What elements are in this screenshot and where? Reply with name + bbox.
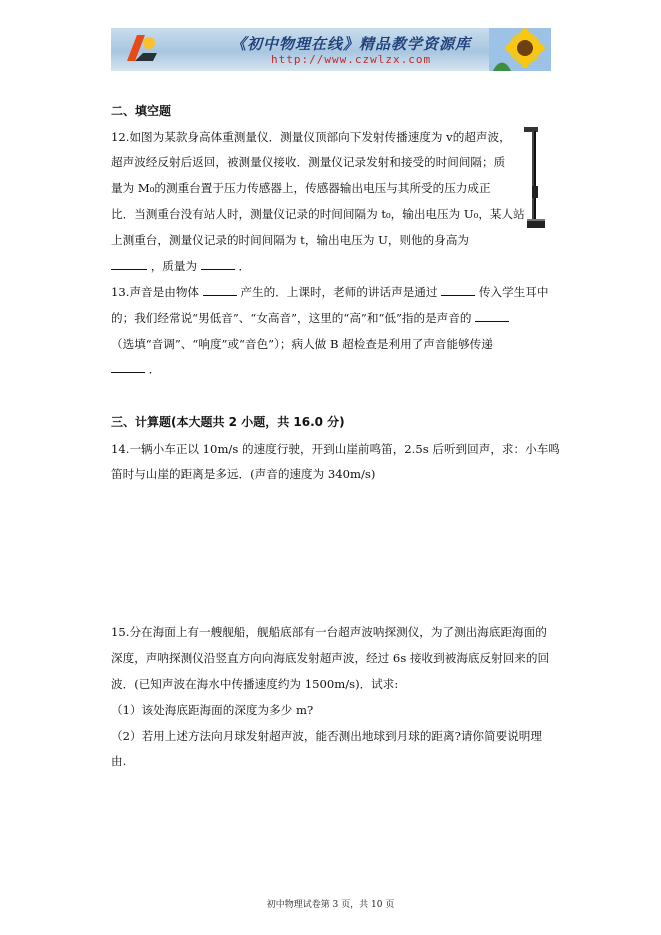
q12-line-1: 12.如图为某款身高体重测量仪．测量仪顶部向下发射传播速度为 v的超声波， bbox=[111, 130, 511, 144]
q12-line-4: 比．当测重台没有站人时，测量仪记录的时间间隔为 t₀，输出电压为 U₀，某人站 bbox=[111, 207, 525, 221]
answer-blank bbox=[203, 284, 237, 296]
header-banner bbox=[111, 28, 551, 71]
q13-part-d: 的；我们经常说“男低音”、“女高音”，这里的“高”和“低”指的是声音的 bbox=[111, 311, 472, 325]
q13-line-1 bbox=[111, 284, 548, 300]
banner-title: 《初中物理在线》精品教学资源库 bbox=[231, 35, 472, 53]
q13-part-a: 13.声音是由物体 bbox=[111, 285, 200, 299]
q12-mass-label: ，质量为 bbox=[150, 259, 198, 273]
q13-line-2 bbox=[111, 310, 509, 326]
q15-line-6: 由. bbox=[111, 754, 127, 768]
q13-part-b: 产生的．上课时，老师的讲话声是通过 bbox=[240, 285, 438, 299]
q13-line-3: （选填“音调”、“响度”或“音色”）；病人做 B 超检查是利用了声音能够传递 bbox=[111, 337, 493, 351]
q12-line-6 bbox=[111, 258, 250, 274]
q15-line-5: （2）若用上述方法向月球发射超声波，能否测出地球到月球的距离?请你简要说明理 bbox=[111, 729, 542, 743]
q14-line-1: 14.一辆小车正以 10m/s 的速度行驶，开到山崖前鸣笛，2.5s 后听到回声，求：小车鸣 bbox=[111, 442, 560, 456]
answer-blank bbox=[111, 361, 145, 373]
answer-blank bbox=[441, 284, 475, 296]
q15-line-3: 波．(已知声波在海水中传播速度约为 1500m/s)．试求: bbox=[111, 677, 399, 691]
q15-line-1: 15.分在海面上有一艘舰船，舰船底部有一台超声波呐探测仪，为了测出海底距海面的 bbox=[111, 625, 547, 639]
section-heading-fill-in: 二、填空题 bbox=[111, 104, 172, 118]
q13-line-4 bbox=[111, 361, 160, 377]
q12-line-5: 上测重台，测量仪记录的时间间隔为 t，输出电压为 U，则他的身高为 bbox=[111, 233, 470, 247]
q14-line-2: 笛时与山崖的距离是多远．(声音的速度为 340m/s) bbox=[111, 467, 376, 481]
q12-end: ． bbox=[238, 259, 251, 273]
banner-url: http://www.czwlzx.com bbox=[271, 53, 432, 66]
answer-blank bbox=[201, 258, 235, 270]
answer-blank bbox=[111, 258, 147, 270]
q12-line-2: 超声波经反射后返回，被测量仪接收．测量仪记录发射和接受的时间间隔；质 bbox=[111, 155, 506, 169]
q15-line-4: （1）该处海底距海面的深度为多少 m? bbox=[111, 703, 314, 717]
page-footer: 初中物理试卷第 3 页，共 10 页 bbox=[266, 900, 395, 910]
q12-line-3: 量为 M₀的测重台置于压力传感器上，传感器输出电压与其所受的压力成正 bbox=[111, 181, 491, 195]
q15-line-2: 深度，声呐探测仪沿竖直方向向海底发射超声波，经过 6s 接收到被海底反射回来的回 bbox=[111, 651, 550, 665]
height-weight-meter-figure bbox=[523, 126, 547, 230]
answer-blank bbox=[475, 310, 509, 322]
logo-icon bbox=[123, 31, 161, 68]
q13-end: ． bbox=[148, 362, 161, 376]
section-heading-calculation: 三、计算题(本大题共 2 小题，共 16.0 分) bbox=[111, 415, 345, 429]
q13-part-c: 传入学生耳中 bbox=[478, 285, 549, 299]
sunflower-icon bbox=[489, 28, 551, 71]
